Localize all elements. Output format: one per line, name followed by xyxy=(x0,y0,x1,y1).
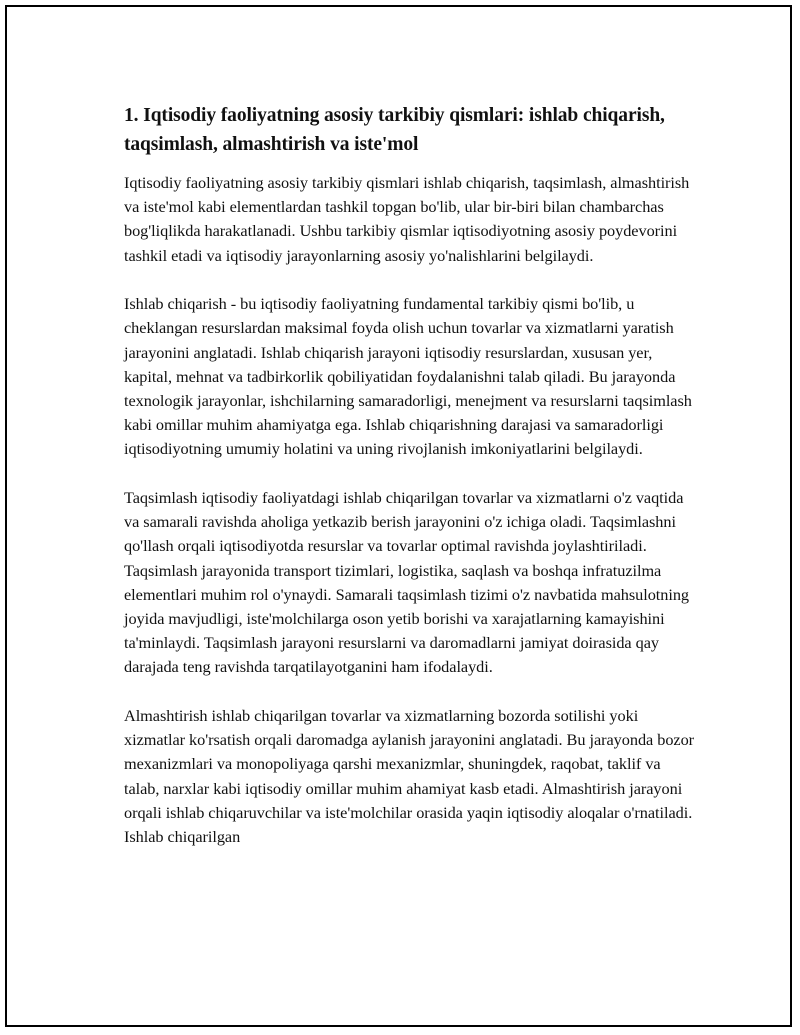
paragraph-distribution: Taqsimlash iqtisodiy faoliyatdagi ishlab chiqarilgan tovarlar va xizmatlarni o'z vaqtida va samarali ravishda aholiga yetkazib berish jarayonini o'z ichiga oladi. Taqsimlashni qo'llash orqali iqtisodiyotda resurslar va tovarlar optimal ravishda joylashtiriladi. Taqsimlash jarayonida transport tizimlari, logistika, saqlash va boshqa infratuzilma elementlari muhim rol o'ynaydi. Samarali taqsimlash tizimi o'z navbatida mahsulotning joyida mavjudligi, iste'molchilarga oson yetib borishi va xarajatlarning kamayishini ta'minlaydi. Taqsimlash jarayoni resurslarni va daromadlarni jamiyat doirasida qay darajada teng ravishda tarqatilayotganini ham ifodalaydi. xyxy=(124,488,690,677)
paragraph-exchange: Almashtirish ishlab chiqarilgan tovarlar va xizmatlarning bozorda sotilishi yoki xizmatlar ko'rsatish orqali daromadga aylanish jarayonini anglatadi. Bu jarayonda bozor mexanizmlari va monopoliyaga qarshi mexanizmlar, shuningdek, raqobat, taklif va talab, narxlar kabi iqtisodiy omillar muhim ahamiyat kasb etadi. Almashtirish jarayoni orqali ishlab chiqaruvchilar va iste'molchilar orasida yaqin iqtisodiy aloqalar o'rnatiladi. Ishlab chiqarilgan xyxy=(124,706,695,847)
paragraph-production: Ishlab chiqarish - bu iqtisodiy faoliyatning fundamental tarkibiy qismi bo'lib, u cheklangan resurslardan maksimal foyda olish uchun tovarlar va xizmatlarni yaratish jarayonini anglatadi. Ishlab chiqarish jarayoni iqtisodiy resurslardan, xususan yer, kapital, mehnat va tadbirkorlik qobiliyatidan foydalanishni talab qiladi. Bu jarayonda texnologik jarayonlar, ishchilarning samaradorligi, menejment va resurslarni taqsimlash kabi omillar muhim ahamiyatga ega. Ishlab chiqarishning darajasi va samaradorligi iqtisodiyotning umumiy holatini va uning rivojlanish imkoniyatlarini belgilaydi. xyxy=(124,294,692,459)
document-body xyxy=(124,101,699,874)
page-frame xyxy=(5,5,792,1027)
section-heading: 1. Iqtisodiy faoliyatning asosiy tarkibiy qismlari: ishlab chiqarish, taqsimlash, almashtirish va iste'mol xyxy=(124,105,665,155)
paragraph-intro: Iqtisodiy faoliyatning asosiy tarkibiy qismlari ishlab chiqarish, taqsimlash, almashtirish va iste'mol kabi elementlardan tashkil topgan bo'lib, ular bir-biri bilan chambarchas bog'liqlikda harakatlanadi. Ushbu tarkibiy qismlar iqtisodiyotning asosiy poydevorini tashkil etadi va iqtisodiy jarayonlarning asosiy yo'nalishlarini belgilaydi. xyxy=(124,173,690,265)
